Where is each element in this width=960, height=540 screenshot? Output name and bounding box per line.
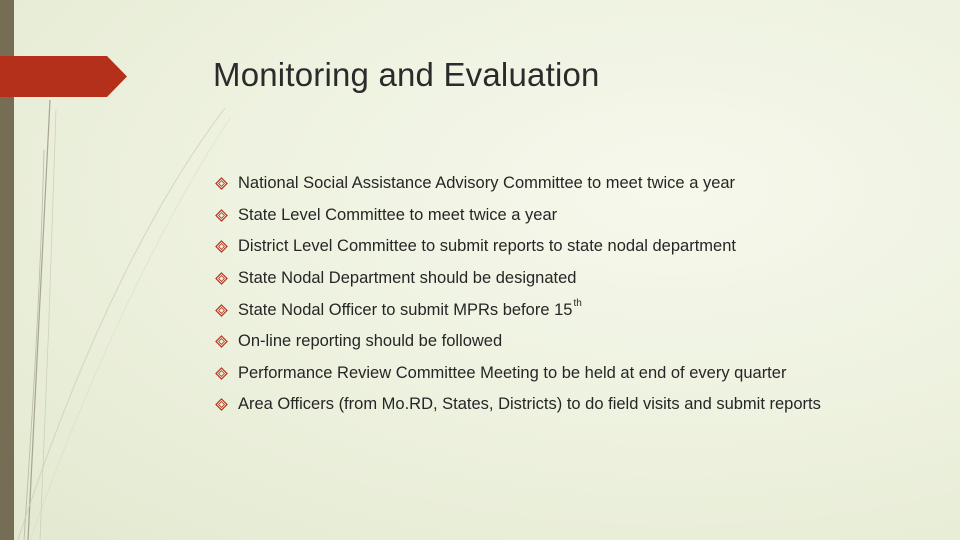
bullet-text: State Nodal Department should be designated (238, 269, 577, 288)
diamond-outline-icon (215, 272, 228, 285)
bullet-item (215, 263, 821, 295)
bullet-item (215, 200, 821, 232)
bullet-text: State Level Committee to meet twice a year (238, 205, 558, 224)
bullet-item (215, 326, 821, 358)
bullet-text: Performance Review Committee Meeting to be held at end of every quarter (238, 363, 787, 382)
bullet-text-main: State Nodal Officer to submit MPRs before 15 (238, 300, 573, 319)
accent-arrow (0, 56, 127, 97)
bullet-item (215, 168, 821, 200)
diamond-outline-icon (215, 367, 228, 380)
slide-title: Monitoring and Evaluation (213, 56, 600, 93)
diamond-outline-icon (215, 335, 228, 348)
bullet-item (215, 231, 821, 263)
bullet-text: National Social Assistance Advisory Committee to meet twice a year (238, 174, 736, 193)
bullet-text: Area Officers (from Mo.RD, States, Districts) to do field visits and submit reports (238, 395, 821, 414)
diamond-outline-icon (215, 177, 228, 190)
bullet-item (215, 294, 821, 326)
diamond-outline-icon (215, 398, 228, 411)
bullet-list (215, 168, 821, 421)
bullet-text: On-line reporting should be followed (238, 332, 503, 351)
bullet-item (215, 389, 821, 421)
ordinal-suffix: th (573, 298, 582, 310)
bullet-item (215, 358, 821, 390)
bullet-text (238, 298, 582, 320)
bullet-text: District Level Committee to submit reports to state nodal department (238, 237, 736, 256)
diamond-outline-icon (215, 209, 228, 222)
diamond-outline-icon (215, 240, 228, 253)
diamond-outline-icon (215, 304, 228, 317)
